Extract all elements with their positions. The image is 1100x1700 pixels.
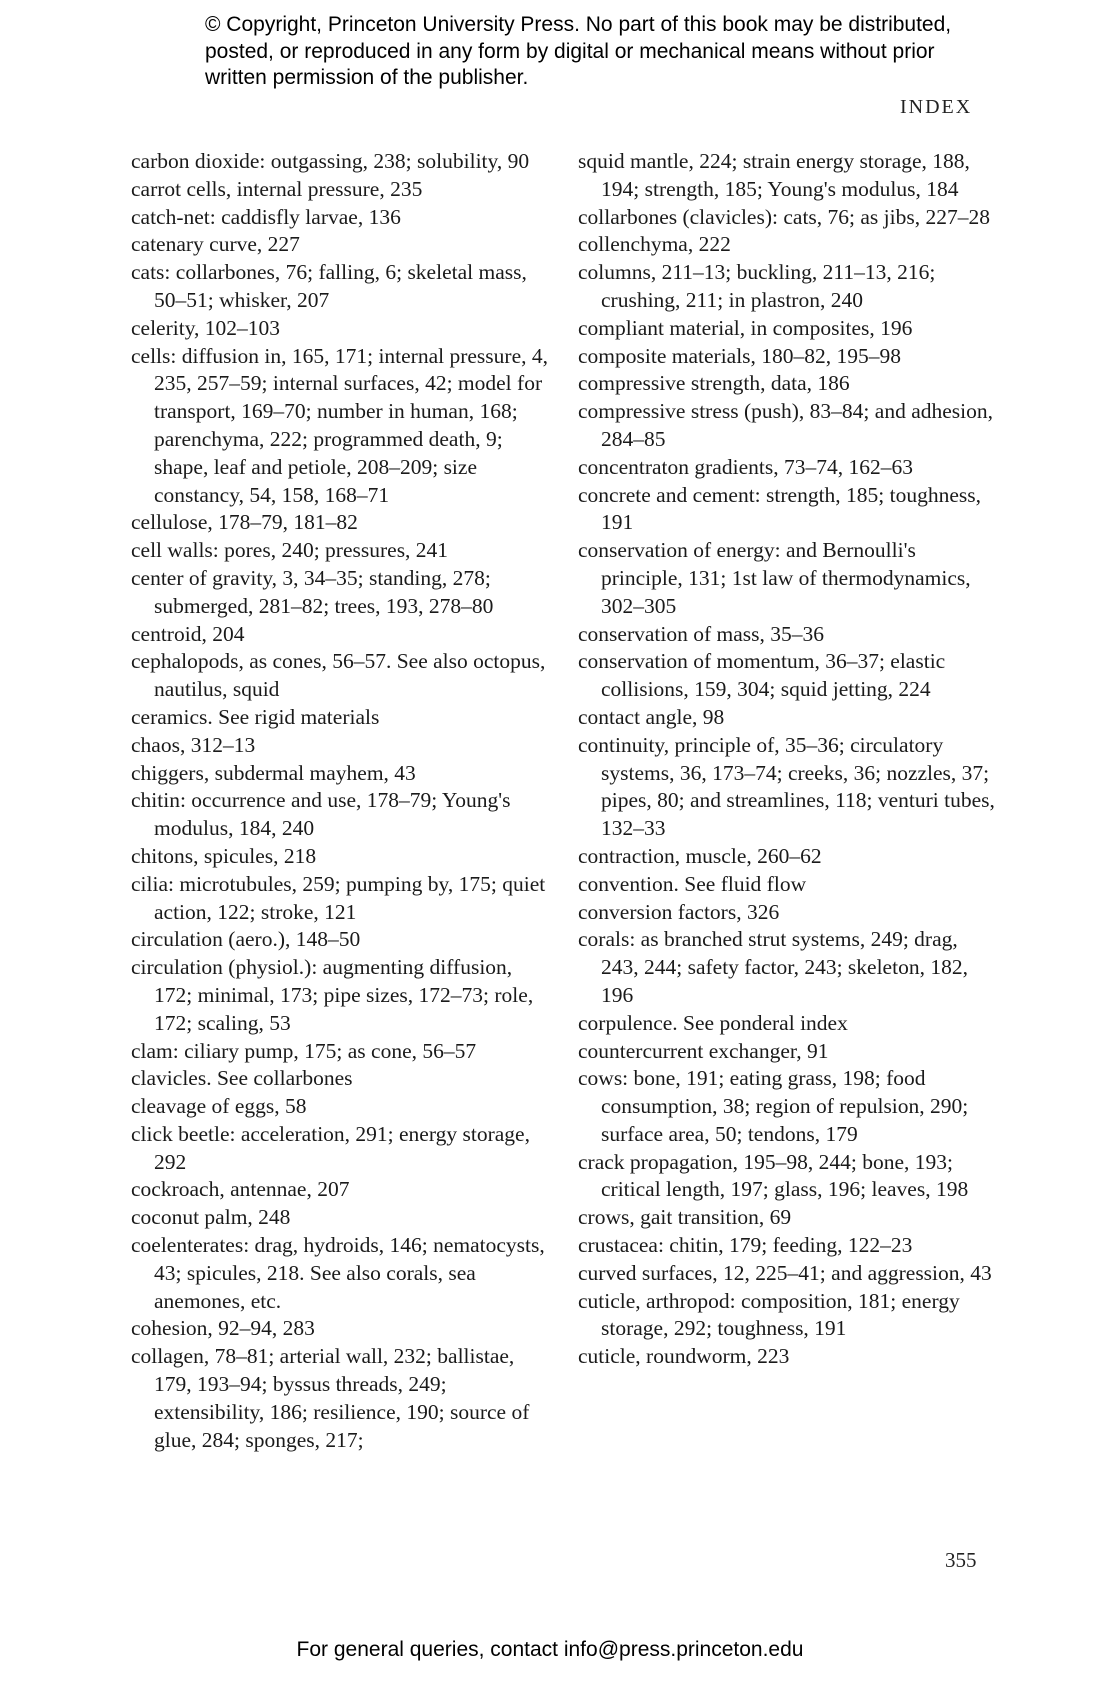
index-entry: clam: ciliary pump, 175; as cone, 56–57 (131, 1038, 477, 1063)
index-entry: center of gravity, 3, 34–35; standing, 278; submerged, 281–82; trees, 193, 278–80 (131, 565, 494, 618)
index-entry: cleavage of eggs, 58 (131, 1094, 307, 1119)
index-entry: catch-net: caddisfly larvae, 136 (131, 204, 401, 229)
index-entry: squid mantle, 224; strain energy storage, 188, 194; strength, 185; Young's modulus, 184 (578, 149, 970, 201)
index-entry: concrete and cement: strength, 185; toughness, 191 (578, 482, 982, 535)
index-entry: conservation of momentum, 36–37; elastic collisions, 159, 304; squid jetting, 224 (578, 649, 946, 702)
index-entry: carbon dioxide: outgassing, 238; solubility, 90 (131, 149, 530, 173)
index-entry: compliant material, in composites, 196 (578, 315, 913, 340)
index-entry: catenary curve, 227 (131, 232, 300, 257)
index-entry: cats: collarbones, 76; falling, 6; skeletal mass, 50–51; whisker, 207 (131, 260, 527, 312)
index-entry: circulation (aero.), 148–50 (131, 927, 361, 952)
page-number: 355 (945, 1548, 977, 1572)
index-entry: concentraton gradients, 73–74, 162–63 (578, 454, 913, 479)
index-entry: columns, 211–13; buckling, 211–13, 216; crushing, 211; in plastron, 240 (578, 260, 936, 312)
index-column-right (578, 148, 998, 1371)
index-entry: cuticle, arthropod: composition, 181; energy storage, 292; toughness, 191 (578, 1288, 960, 1341)
index-entry: collenchyma, 222 (578, 232, 731, 257)
index-entry: contact angle, 98 (578, 704, 725, 729)
copyright-notice: © Copyright, Princeton University Press. No part of this book may be distributed, posted, or reproduced in any form by digital or mechanical means without prior written permission of the publisher. (205, 13, 952, 89)
index-entry: conversion factors, 326 (578, 899, 780, 924)
index-entry: click beetle: acceleration, 291; energy storage, 292 (131, 1121, 530, 1174)
index-entry: cohesion, 92–94, 283 (131, 1316, 315, 1341)
index-entry: coconut palm, 248 (131, 1205, 291, 1230)
index-entry: conservation of energy: and Bernoulli's principle, 131; 1st law of thermodynamics, 302–305 (578, 538, 971, 618)
index-entry: composite materials, 180–82, 195–98 (578, 343, 902, 368)
index-entry: curved surfaces, 12, 225–41; and aggression, 43 (578, 1260, 992, 1285)
index-entry: ceramics. See rigid materials (131, 704, 380, 729)
index-entry: cephalopods, as cones, 56–57. See also octopus, nautilus, squid (131, 649, 546, 702)
index-entry: cilia: microtubules, 259; pumping by, 175; quiet action, 122; stroke, 121 (131, 871, 546, 924)
index-column-left (131, 148, 551, 1454)
index-entry: coelenterates: drag, hydroids, 146; nematocysts, 43; spicules, 218. See also corals, sea anemones, etc. (131, 1233, 545, 1313)
index-entry: chitin: occurrence and use, 178–79; Young's modulus, 184, 240 (131, 788, 511, 841)
index-entry: crows, gait transition, 69 (578, 1205, 792, 1230)
index-entry: countercurrent exchanger, 91 (578, 1038, 829, 1063)
index-entry: compressive stress (push), 83–84; and adhesion, 284–85 (578, 399, 993, 451)
index-entry: carrot cells, internal pressure, 235 (131, 176, 423, 201)
index-entry: chiggers, subdermal mayhem, 43 (131, 760, 416, 785)
index-entry: circulation (physiol.): augmenting diffusion, 172; minimal, 173; pipe sizes, 172–73; role, 172; scaling, 53 (131, 955, 534, 1035)
index-entry: contraction, muscle, 260–62 (578, 843, 822, 868)
index-entry: collagen, 78–81; arterial wall, 232; ballistae, 179, 193–94; byssus threads, 249; extensibility, 186; resilience, 190; source of glue, 284; sponges, 217; (131, 1344, 530, 1452)
index-entry: celerity, 102–103 (131, 315, 281, 340)
index-entry: centroid, 204 (131, 621, 245, 646)
index-entry: continuity, principle of, 35–36; circulatory systems, 36, 173–74; creeks, 36; nozzles, 37; pipes, 80; and streamlines, 118; venturi tubes, 132–33 (578, 732, 995, 841)
index-entry: chaos, 312–13 (131, 732, 256, 757)
running-head: INDEX (900, 96, 973, 118)
index-entry: crack propagation, 195–98, 244; bone, 193; critical length, 197; glass, 196; leaves, 198 (578, 1149, 969, 1202)
index-entry: compressive strength, data, 186 (578, 371, 850, 396)
index-entry: crustacea: chitin, 179; feeding, 122–23 (578, 1233, 913, 1258)
index-entry: corals: as branched strut systems, 249; drag, 243, 244; safety factor, 243; skeleton, 182, 196 (578, 927, 968, 1007)
index-entry: corpulence. See ponderal index (578, 1010, 848, 1035)
index-entry: cows: bone, 191; eating grass, 198; food consumption, 38; region of repulsion, 290; surface area, 50; tendons, 179 (578, 1066, 969, 1146)
index-entry: cells: diffusion in, 165, 171; internal pressure, 4, 235, 257–59; internal surfaces, 42; model for transport, 169–70; number in human, 168; parenchyma, 222; programmed death, 9; shape, leaf and petiole, 208–209; size constancy, 54, 158, 168–71 (131, 343, 548, 507)
index-entry: collarbones (clavicles): cats, 76; as jibs, 227–28 (578, 204, 990, 229)
index-entry: clavicles. See collarbones (131, 1066, 353, 1091)
index-entry: chitons, spicules, 218 (131, 843, 317, 868)
footer-contact: For general queries, contact info@press.princeton.edu (296, 1638, 804, 1661)
index-entry: convention. See fluid flow (578, 871, 807, 896)
index-entry: conservation of mass, 35–36 (578, 621, 825, 646)
index-entry: cellulose, 178–79, 181–82 (131, 510, 358, 535)
index-entry: cell walls: pores, 240; pressures, 241 (131, 538, 449, 563)
index-entry: cuticle, roundworm, 223 (578, 1344, 790, 1369)
index-entry: cockroach, antennae, 207 (131, 1177, 350, 1202)
